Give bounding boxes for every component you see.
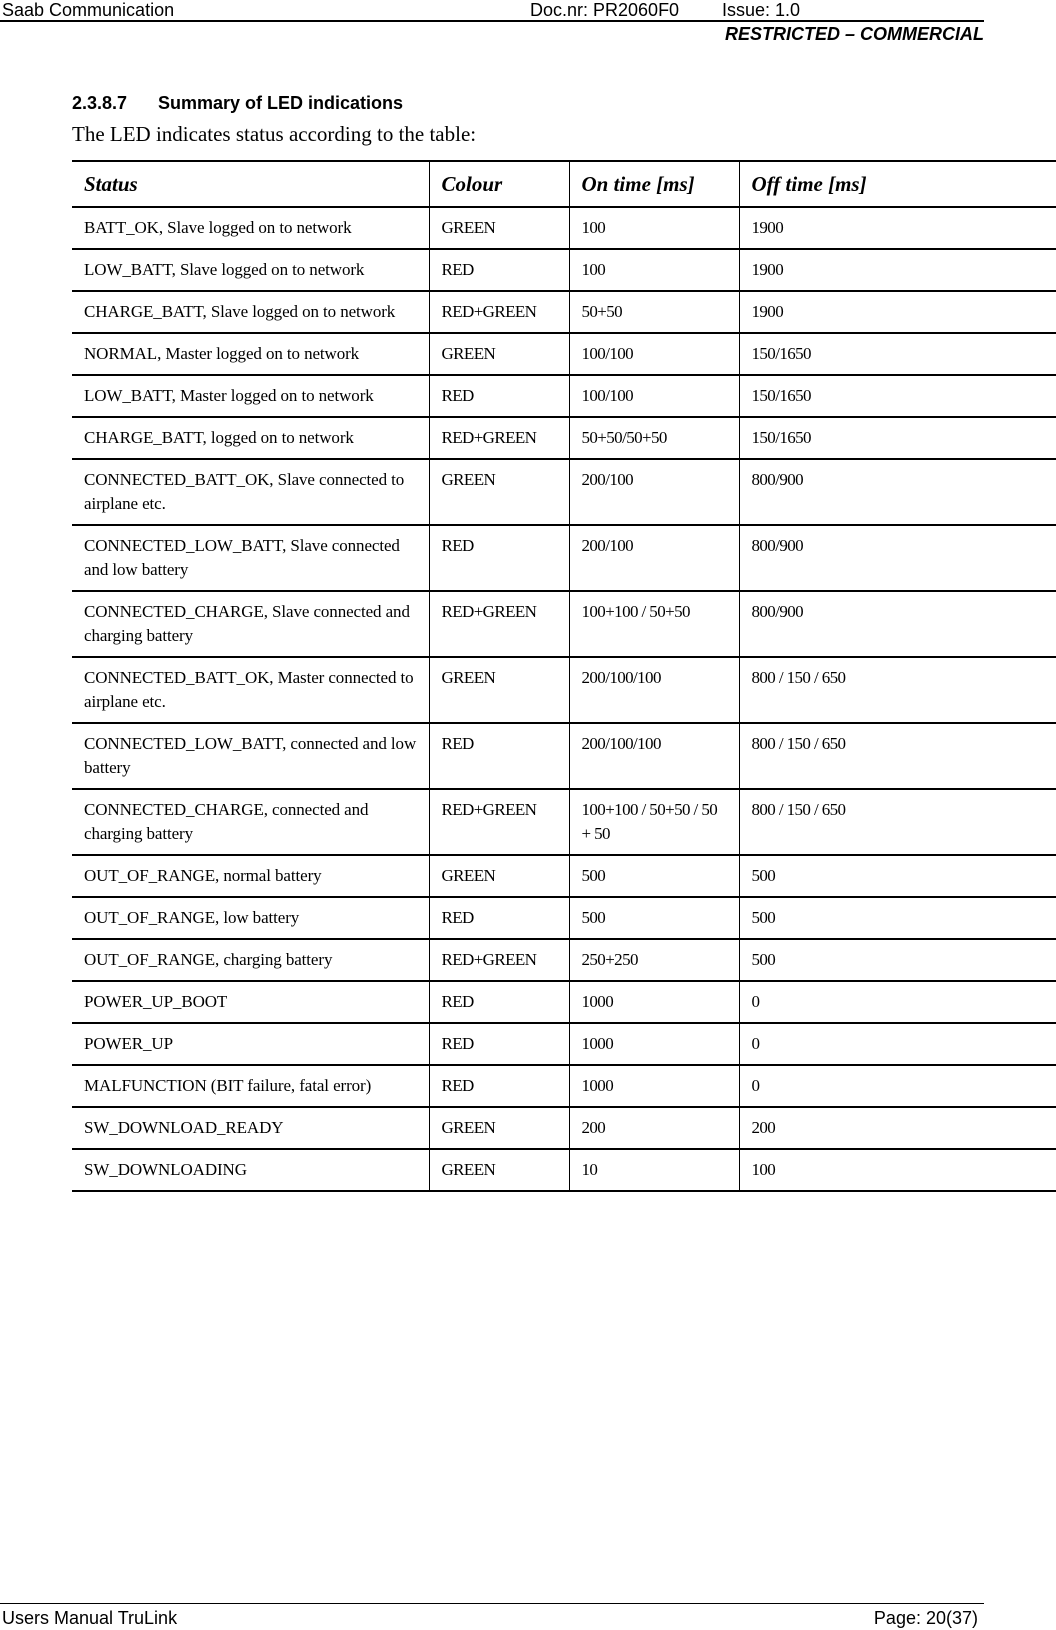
cell-off-time: 500 (739, 855, 1056, 897)
cell-off-time: 500 (739, 939, 1056, 981)
cell-colour: RED+GREEN (429, 789, 569, 855)
cell-status: SW_DOWNLOADING (72, 1149, 429, 1191)
table-row (72, 1065, 1056, 1107)
column-header-off-time: Off time [ms] (739, 161, 1056, 207)
cell-colour: RED (429, 375, 569, 417)
table-row (72, 333, 1056, 375)
table-row (72, 723, 1056, 789)
section-title: Summary of LED indications (158, 93, 404, 113)
cell-status: OUT_OF_RANGE, normal battery (72, 855, 429, 897)
table-row (72, 789, 1056, 855)
cell-off-time: 800/900 (739, 591, 1056, 657)
cell-colour: RED+GREEN (429, 291, 569, 333)
cell-on-time: 200 (569, 1107, 739, 1149)
cell-on-time: 10 (569, 1149, 739, 1191)
table-row (72, 657, 1056, 723)
footer-page-number: Page: 20(37) (873, 1608, 978, 1628)
cell-colour: GREEN (429, 459, 569, 525)
cell-off-time: 800 / 150 / 650 (739, 657, 1056, 723)
cell-off-time: 150/1650 (739, 417, 1056, 459)
table-row (72, 939, 1056, 981)
table-row (72, 417, 1056, 459)
header-doc-number: Doc.nr: PR2060F0 (530, 0, 680, 20)
cell-off-time: 150/1650 (739, 333, 1056, 375)
header-issue: Issue: 1.0 (722, 0, 801, 20)
cell-off-time: 800 / 150 / 650 (739, 789, 1056, 855)
cell-on-time: 1000 (569, 1023, 739, 1065)
cell-status: NORMAL, Master logged on to network (72, 333, 429, 375)
column-header-status: Status (72, 161, 429, 207)
cell-on-time: 100/100 (569, 375, 739, 417)
cell-status: CONNECTED_CHARGE, Slave connected and charging battery (72, 591, 429, 657)
cell-on-time: 100+100 / 50+50 (569, 591, 739, 657)
cell-colour: RED (429, 525, 569, 591)
table-row (72, 591, 1056, 657)
column-header-colour: Colour (429, 161, 569, 207)
cell-off-time: 0 (739, 1023, 1056, 1065)
cell-colour: GREEN (429, 1107, 569, 1149)
cell-colour: RED (429, 249, 569, 291)
led-indications-table (72, 160, 1056, 1192)
cell-off-time: 500 (739, 897, 1056, 939)
cell-on-time: 500 (569, 897, 739, 939)
header-rule (0, 20, 984, 22)
table-row (72, 981, 1056, 1023)
table-row (72, 1023, 1056, 1065)
cell-off-time: 100 (739, 1149, 1056, 1191)
footer-manual-title: Users Manual TruLink (2, 1608, 178, 1628)
intro-paragraph: The LED indicates status according to the table: (72, 122, 477, 146)
cell-on-time: 500 (569, 855, 739, 897)
table-row (72, 1149, 1056, 1191)
column-header-on-time: On time [ms] (569, 161, 739, 207)
cell-on-time: 200/100/100 (569, 723, 739, 789)
cell-colour: RED (429, 1023, 569, 1065)
cell-on-time: 50+50/50+50 (569, 417, 739, 459)
cell-off-time: 0 (739, 1065, 1056, 1107)
header-classification: RESTRICTED – COMMERCIAL (724, 24, 984, 44)
cell-status: LOW_BATT, Slave logged on to network (72, 249, 429, 291)
cell-off-time: 150/1650 (739, 375, 1056, 417)
cell-colour: RED (429, 981, 569, 1023)
cell-colour: RED (429, 1065, 569, 1107)
header-company: Saab Communication (2, 0, 175, 20)
table-body (72, 207, 1056, 1191)
cell-on-time: 50+50 (569, 291, 739, 333)
table-row (72, 525, 1056, 591)
table-row (72, 897, 1056, 939)
cell-on-time: 200/100 (569, 525, 739, 591)
cell-colour: RED (429, 897, 569, 939)
cell-colour: GREEN (429, 855, 569, 897)
cell-status: CHARGE_BATT, logged on to network (72, 417, 429, 459)
cell-on-time: 1000 (569, 1065, 739, 1107)
cell-colour: GREEN (429, 207, 569, 249)
cell-status: LOW_BATT, Master logged on to network (72, 375, 429, 417)
footer-rule (0, 1603, 984, 1604)
cell-colour: GREEN (429, 1149, 569, 1191)
cell-status: POWER_UP (72, 1023, 429, 1065)
table-row (72, 855, 1056, 897)
cell-status: CONNECTED_LOW_BATT, Slave connected and low battery (72, 525, 429, 591)
table-header-row (72, 161, 1056, 207)
cell-status: CONNECTED_BATT_OK, Master connected to airplane etc. (72, 657, 429, 723)
table-row (72, 1107, 1056, 1149)
cell-status: POWER_UP_BOOT (72, 981, 429, 1023)
table-row (72, 375, 1056, 417)
cell-on-time: 1000 (569, 981, 739, 1023)
cell-off-time: 800/900 (739, 459, 1056, 525)
cell-on-time: 100/100 (569, 333, 739, 375)
cell-status: BATT_OK, Slave logged on to network (72, 207, 429, 249)
cell-off-time: 1900 (739, 291, 1056, 333)
cell-status: OUT_OF_RANGE, charging battery (72, 939, 429, 981)
table-row (72, 459, 1056, 525)
cell-off-time: 800 / 150 / 650 (739, 723, 1056, 789)
table-row (72, 207, 1056, 249)
cell-off-time: 1900 (739, 207, 1056, 249)
cell-colour: RED (429, 723, 569, 789)
cell-status: CONNECTED_CHARGE, connected and charging battery (72, 789, 429, 855)
cell-on-time: 200/100/100 (569, 657, 739, 723)
cell-off-time: 200 (739, 1107, 1056, 1149)
table-row (72, 291, 1056, 333)
cell-on-time: 200/100 (569, 459, 739, 525)
cell-status: CONNECTED_LOW_BATT, connected and low battery (72, 723, 429, 789)
section-number: 2.3.8.7 (72, 93, 128, 113)
cell-status: SW_DOWNLOAD_READY (72, 1107, 429, 1149)
cell-colour: GREEN (429, 657, 569, 723)
table-row (72, 249, 1056, 291)
section-heading (72, 92, 403, 114)
cell-colour: RED+GREEN (429, 939, 569, 981)
cell-on-time: 100 (569, 249, 739, 291)
cell-colour: RED+GREEN (429, 591, 569, 657)
cell-on-time: 100+100 / 50+50 / 50 + 50 (569, 789, 739, 855)
cell-status: CHARGE_BATT, Slave logged on to network (72, 291, 429, 333)
cell-off-time: 0 (739, 981, 1056, 1023)
cell-status: MALFUNCTION (BIT failure, fatal error) (72, 1065, 429, 1107)
cell-colour: RED+GREEN (429, 417, 569, 459)
cell-off-time: 800/900 (739, 525, 1056, 591)
cell-status: CONNECTED_BATT_OK, Slave connected to airplane etc. (72, 459, 429, 525)
cell-status: OUT_OF_RANGE, low battery (72, 897, 429, 939)
cell-on-time: 250+250 (569, 939, 739, 981)
cell-off-time: 1900 (739, 249, 1056, 291)
cell-colour: GREEN (429, 333, 569, 375)
cell-on-time: 100 (569, 207, 739, 249)
